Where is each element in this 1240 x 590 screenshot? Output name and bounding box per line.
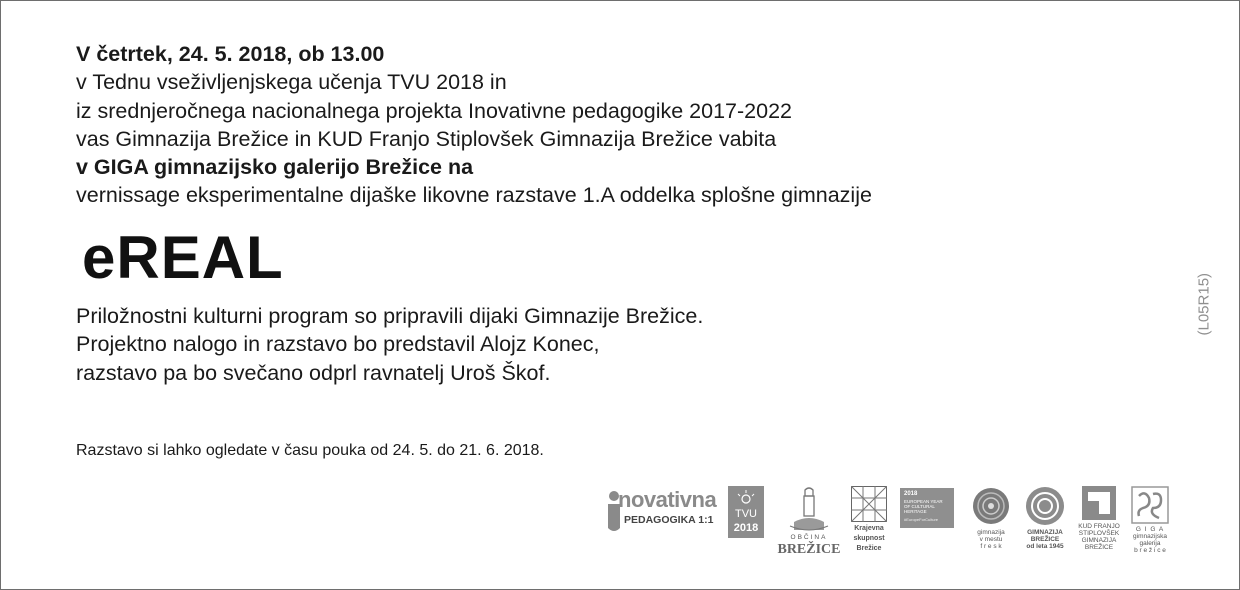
eych-line-1: 2018 xyxy=(904,491,918,497)
obcina-brezice-logo xyxy=(776,486,842,560)
eych-line-2: EUROPEAN YEAR xyxy=(904,499,943,504)
eych-line-3: OF CULTURAL xyxy=(904,504,935,509)
eych-hashtag: #EuropeForCulture xyxy=(904,517,939,522)
giga-line-3: galerija xyxy=(1139,540,1161,547)
giga-line-1: G I G A xyxy=(1135,526,1165,533)
brezice-label: BREŽICE xyxy=(777,542,841,557)
gimnazija-line-3: od leta 1945 xyxy=(1026,543,1064,550)
viewing-note: Razstavo si lahko ogledate v času pouka od 24. 5. do 21. 6. 2018. xyxy=(76,442,544,459)
exhibition-title: eREAL xyxy=(82,224,284,291)
intro-line-3: iz srednjeročnega nacionalnega projekta Inovativne pedagogike 2017-2022 xyxy=(76,98,792,123)
ks-grid-icon xyxy=(851,486,887,522)
mesto-fresk-logo xyxy=(970,486,1012,556)
gimnazija-emblem-icon xyxy=(1025,486,1065,526)
gimnazija-brezice-logo xyxy=(1022,486,1068,556)
kud-line-3: GIMNAZIJA xyxy=(1081,537,1117,544)
venue-line: v GIGA gimnazijsko galerijo Brežice na xyxy=(76,155,474,180)
giga-line-4: b r e ž i c e xyxy=(1134,547,1166,554)
side-code: (L05R15) xyxy=(1195,272,1213,336)
intro-line-6: vernissage eksperimentalne dijaške likovne razstave 1.A oddelka splošne gimnazije xyxy=(76,183,872,208)
intro-line-4: vas Gimnazija Brežice in KUD Franjo Stiplovšek Gimnazija Brežice vabita xyxy=(76,126,777,151)
kud-square-icon xyxy=(1082,486,1116,520)
eych-line-4: HERITAGE xyxy=(904,509,927,514)
tvu-2018-logo xyxy=(728,486,764,538)
giga-line-2: gimnazijska xyxy=(1133,533,1167,540)
intro-line-2: v Tednu vseživljenjskega učenja TVU 2018 in xyxy=(76,70,507,95)
inovativna-pedagogika-logo xyxy=(602,486,718,534)
obcina-label: OBČINA xyxy=(790,534,828,541)
kud-line-2: STIPLOVŠEK xyxy=(1078,530,1120,537)
giga-galerija-logo xyxy=(1128,486,1172,558)
tvu-year: 2018 xyxy=(733,522,759,534)
gimnazija-line-2: BREŽICE xyxy=(1030,536,1060,543)
pedagogika-wordmark: PEDAGOGIKA 1:1 xyxy=(624,514,714,526)
fresk-spiral-icon xyxy=(971,486,1011,526)
tvu-sun-icon xyxy=(728,488,764,510)
invitation-text xyxy=(76,40,872,210)
ks-line-1: Krajevna xyxy=(854,525,884,532)
fresk-line-1: gimnazija xyxy=(977,529,1005,536)
gimnazija-line-1: GIMNAZIJA xyxy=(1027,529,1063,536)
event-date: V četrtek, 24. 5. 2018, ob 13.00 xyxy=(76,42,385,66)
kud-franjo-stiplovsek-logo xyxy=(1078,486,1120,558)
program-line-3: razstavo pa bo svečano odprl ravnatelj Uroš Škof. xyxy=(76,360,551,385)
program-line-2: Projektno nalogo in razstavo bo predstavil Alojz Konec, xyxy=(76,332,600,357)
kud-line-1: KUD FRANJO xyxy=(1078,523,1120,530)
tvu-mark: TVU xyxy=(735,508,757,520)
inovativna-wordmark: novativna xyxy=(618,487,717,512)
program-text xyxy=(76,302,703,387)
fresk-line-3: f r e s k xyxy=(980,543,1002,550)
water-tower-icon xyxy=(776,486,842,534)
krajevna-skupnost-logo xyxy=(850,486,888,558)
ks-line-2: skupnost xyxy=(853,535,885,542)
ks-line-3: Brežice xyxy=(856,545,882,552)
sponsor-logos xyxy=(600,484,1180,564)
kud-line-4: BREŽICE xyxy=(1084,544,1114,551)
fresk-line-2: v mestu xyxy=(979,536,1003,543)
giga-mark-icon xyxy=(1131,486,1169,524)
program-line-1: Priložnostni kulturni program so pripravili dijaki Gimnazije Brežice. xyxy=(76,304,704,328)
european-year-heritage-logo xyxy=(900,488,954,528)
